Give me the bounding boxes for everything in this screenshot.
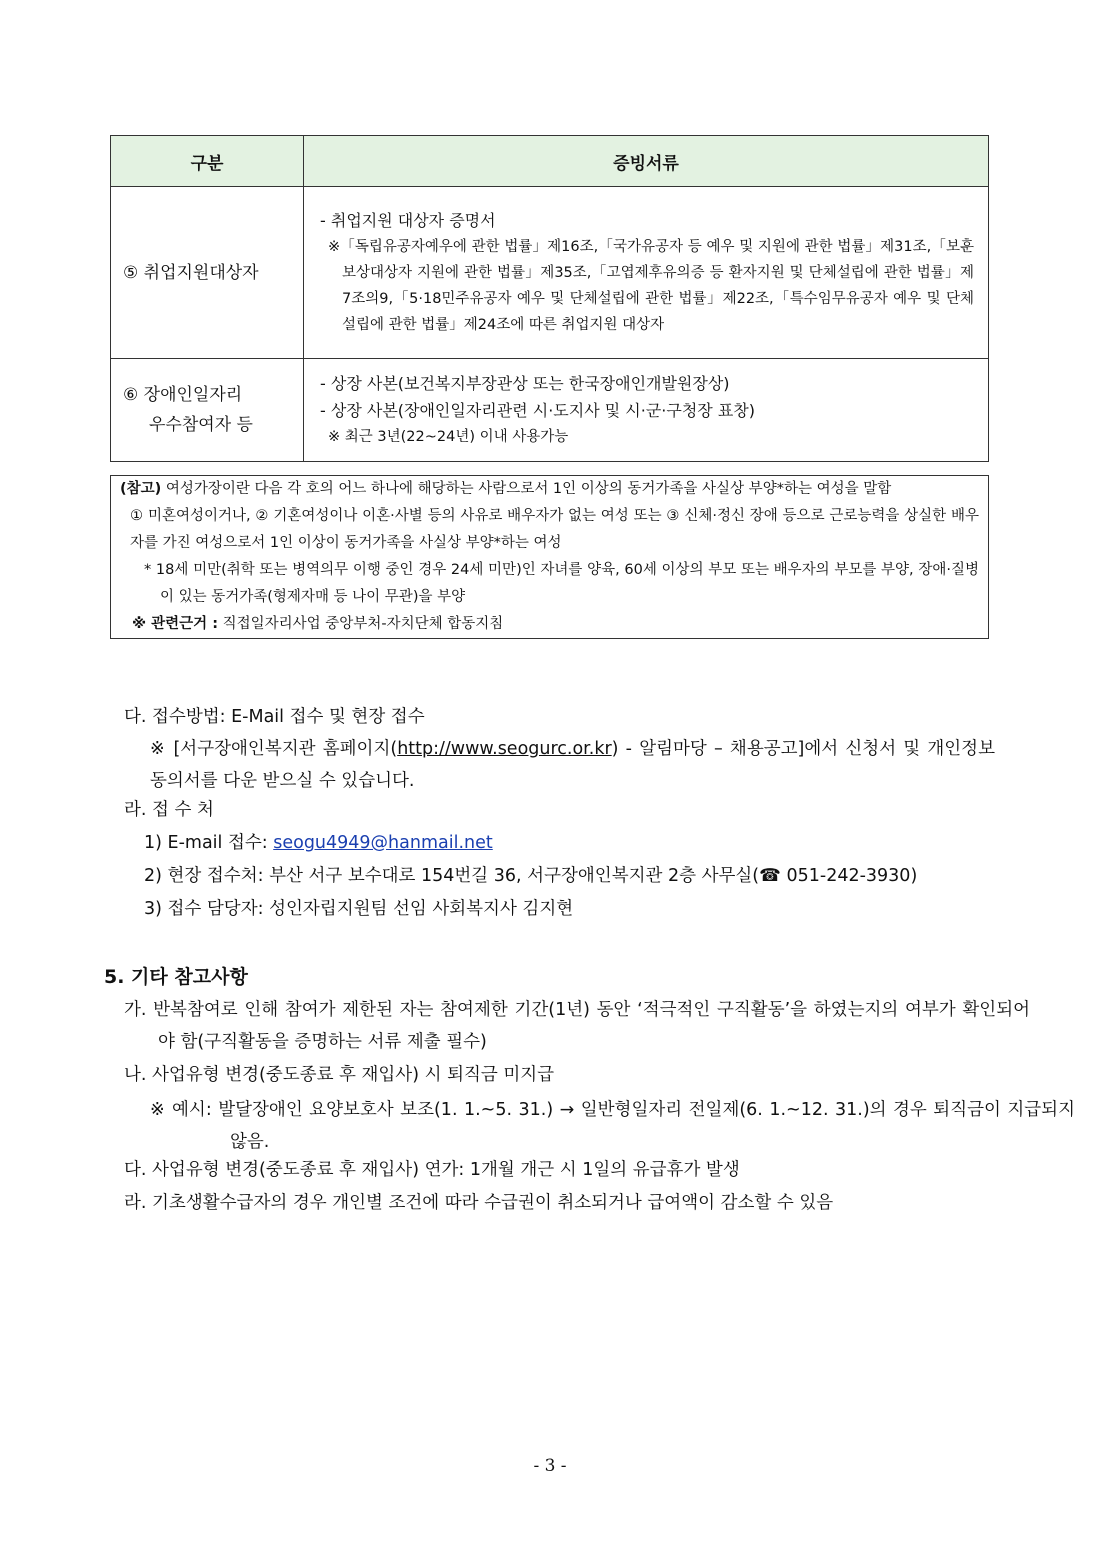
required-document: - 취업지원 대상자 증명서 <box>320 211 496 230</box>
category-disability-job-line1: ⑥ 장애인일자리 <box>123 385 243 405</box>
etc-item-da: 다. 사업유형 변경(중도종료 후 재입사) 연가: 1개월 개근 시 1일의 유급휴가 발생 <box>124 1160 740 1180</box>
application-method-title: 다. 접수방법: E-Mail 접수 및 현장 접수 <box>124 707 425 727</box>
email-link[interactable]: seogu4949@hanmail.net <box>273 833 493 853</box>
table-row <box>111 359 989 462</box>
homepage-link[interactable]: http://www.seogurc.or.kr <box>397 739 612 759</box>
etc-item-na: 나. 사업유형 변경(중도종료 후 재입사) 시 퇴직금 미지급 <box>124 1065 555 1085</box>
required-document: - 상장 사본(보건복지부장관상 또는 한국장애인개발원장상) <box>320 374 730 393</box>
application-place-title: 라. 접 수 처 <box>124 800 214 820</box>
legal-reference-note: ※「독립유공자예우에 관한 법률」제16조,「국가유공자 등 예우 및 지원에 관한 법률」제31조,「보훈보상대상자 지원에 관한 법률」제35조,「고엽제후유의증 등 환자지원 및 단체설립에 관한 법률」제7조의9,「5·18민주유공자 예우 및 단체설립에 관한 법률」제22조,「특수임무유공자 예우 및 단체설립에 관한 법률」제24조에 따른 취업지원 대상자 <box>328 239 974 333</box>
reference-box <box>110 475 989 639</box>
reference-label: (참고) <box>120 481 162 497</box>
page-number: - 3 - <box>533 1456 567 1476</box>
onsite-application: 2) 현장 접수처: 부산 서구 보수대로 154번길 36, 서구장애인복지관 2층 사무실(☎ 051-242-3930) <box>144 866 918 886</box>
basis-label: ※ 관련근거 : <box>132 616 219 632</box>
proof-documents-table <box>110 135 989 462</box>
category-disability-job-line2: 우수참여자 등 <box>149 415 253 435</box>
section-title-etc: 5. 기타 참고사항 <box>104 966 248 988</box>
basis-text: 직접일자리사업 중앙부처-자치단체 합동지침 <box>218 616 504 632</box>
etc-item-ga: 가. 반복참여로 인해 참여가 제한된 자는 참여제한 기간(1년) 동안 ‘적극적인 구직활동’을 하였는지의 여부가 확인되어야 함(구직활동을 증명하는 서류 제출 필수) <box>124 1000 1030 1052</box>
category-employment-support: ⑤ 취업지원대상자 <box>111 187 304 359</box>
reference-footnote: * 18세 미만(취학 또는 병역의무 이행 중인 경우 24세 미만)인 자녀를 양육, 60세 이상의 부모 또는 배우자의 부모를 부양, 장애·질병이 있는 동거가족(형제자매 등 나이 무관)을 부양 <box>144 562 979 605</box>
reference-intro: 여성가장이란 다음 각 호의 어느 하나에 해당하는 사람으로서 1인 이상의 동거가족을 사실상 부양*하는 여성을 말함 <box>161 481 892 497</box>
etc-item-na-note: ※ 예시: 발달장애인 요양보호사 보조(1. 1.~5. 31.) → 일반형일자리 전일제(6. 1.~12. 31.)의 경우 퇴직금이 지급되지 않음. <box>150 1100 1075 1152</box>
header-documents: 증빙서류 <box>304 136 989 187</box>
required-document: - 상장 사본(장애인일자리관련 시·도지사 및 시·군·구청장 표창) <box>320 401 755 420</box>
application-contact: 3) 접수 담당자: 성인자립지원팀 선임 사회복지사 김지현 <box>144 899 574 919</box>
table-header-row <box>111 136 989 187</box>
reference-item: ① 미혼여성이거나, ② 기혼여성이나 이혼·사별 등의 사유로 배우자가 없는 여성 또는 ③ 신체·정신 장애 등으로 근로능력을 상실한 배우자를 가진 여성으로서 1인 이상이 동거가족을 사실상 부양*하는 여성 <box>130 508 979 551</box>
header-category: 구분 <box>111 136 304 187</box>
etc-item-ra: 라. 기초생활수급자의 경우 개인별 조건에 따라 수급권이 취소되거나 급여액이 감소할 수 있음 <box>124 1193 834 1213</box>
email-application: 1) E-mail 접수: seogu4949@hanmail.net <box>144 833 493 853</box>
application-method-note: ※ [서구장애인복지관 홈페이지(http://www.seogurc.or.kr) - 알림마당 – 채용공고]에서 신청서 및 개인정보동의서를 다운 받으실 수 있습니다. <box>150 739 995 791</box>
table-row <box>111 187 989 359</box>
validity-note: ※ 최근 3년(22~24년) 이내 사용가능 <box>328 429 569 445</box>
